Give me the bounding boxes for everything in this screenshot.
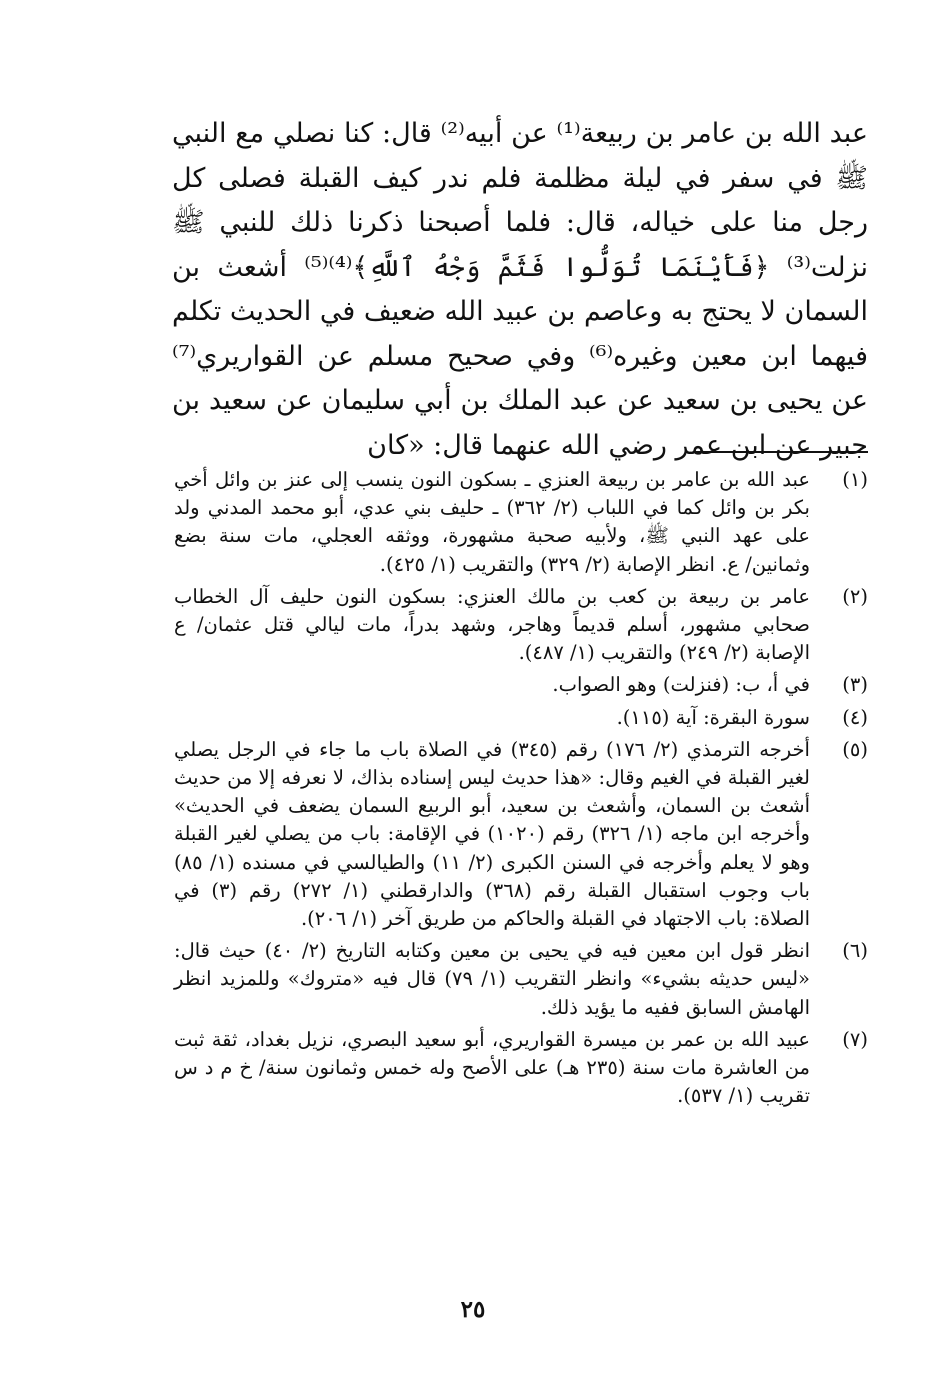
footnote-text: عبد الله بن عامر بن ربيعة العنزي ـ بسكون النون ينسب إلى عنز بن وائل أخي بكر بن وائل كما في اللباب (٢/ ٣٦٢) ـ حليف بني عدي، أبو محمد المدني ولد على عهد النبي ﷺ، ولأبيه صحبة مشهورة، ووثقه العجلي، مات سنة بضع وثمانين/ ع. انظر الإصابة (٢/ ٣٢٩) والتقريب (١/ ٤٢٥). <box>174 468 810 576</box>
footnotes <box>174 466 868 1114</box>
footnote-text: انظر قول ابن معين فيه في يحيى بن معين وكتابه التاريخ (٢/ ٤٠) حيث قال: «ليس حديثه بشيء» وانظر التقريب (١/ ٧٩) قال فيه «متروك» وللمزيد انظر الهامش السابق ففيه ما يؤيد ذلك. <box>174 939 810 1019</box>
footnote-number: (٧) <box>842 1027 868 1051</box>
footnote-text: سورة البقرة: آية (١١٥). <box>616 705 810 729</box>
footnote-5 <box>174 736 868 933</box>
footnote-1 <box>174 466 868 579</box>
footnote-text: عبيد الله بن عمر بن ميسرة القواريري، أبو سعيد البصري، نزيل بغداد، ثقة ثبت من العاشرة مات سنة (٢٣٥ هـ) على الأصح وله خمس وثمانون سنة/ خ م د س تقريب (١/ ٥٣٧). <box>174 1027 811 1108</box>
page-number: ٢٥ <box>460 1296 486 1323</box>
footnote-text: في أ، ب: (فنزلت) وهو الصواب. <box>552 673 810 697</box>
footnote-number: (٤) <box>842 705 868 729</box>
footnote-number: (٥) <box>842 737 868 761</box>
footnote-number: (٣) <box>842 673 868 697</box>
footnote-2 <box>174 583 868 668</box>
footnote-number: (٦) <box>842 939 868 963</box>
footnote-text: عامر بن ربيعة بن كعب بن مالك العنزي: بسكون النون حليف آل الخطاب صحابي مشهور، أسلم قديماً وهاجر، وشهد بدراً، مات ليالي قتل عثمان/ ع الإصابة (٢/ ٢٤٩) والتقريب (١/ ٤٨٧). <box>174 584 810 665</box>
footnote-separator <box>693 451 868 453</box>
footnote-4 <box>174 704 868 732</box>
footnote-6 <box>174 937 868 1022</box>
footnote-3 <box>174 671 868 699</box>
footnote-text: أخرجه الترمذي (٢/ ١٧٦) رقم (٣٤٥) في الصلاة باب ما جاء في الرجل يصلي لغير القبلة في الغيم وقال: «هذا حديث ليس إسناده بذاك، لا نعرفه إلا من حديث أشعث بن السمان، وأشعث بن سعيد، أبو الربيع السمان يضعف في الحديث» وأخرجه ابن ماجه (١/ ٣٢٦) رقم (١٠٢٠) في الإقامة: باب من يصلي لغير القبلة وهو لا يعلم وأخرجه في السنن الكبرى (٢/ ١١) والطيالسي في مسنده (١/ ٨٥) باب وجوب استقبال القبلة رقم (٣٦٨) والدارقطني (١/ ٢٧٢) رقم (٣) في الصلاة: باب الاجتهاد في القبلة والحاكم من طريق آخر (١/ ٢٠٦). <box>174 737 810 931</box>
main-text: عبد الله بن عامر بن ربيعة⁽¹⁾ عن أبيه⁽²⁾ قال: كنا نصلي مع النبي ﷺ في سفر في ليلة مظلمة فلم ندر كيف القبلة فصلى كل رجل منا على خياله، قال: فلما أصبحنا ذكرنا ذلك للنبي ﷺ نزلت⁽³⁾ ﴿فَأَيْنَمَا تُوَلُّوا فَثَمَّ وَجْهُ ٱللَّهِ﴾⁽⁴⁾⁽⁵⁾ أشعث بن السمان لا يحتج به وعاصم بن عبيد الله ضعيف في الحديث تكلم فيهما ابن معين وغيره⁽⁶⁾ وفي صحيح مسلم عن القواريري⁽⁷⁾ عن يحيى بن سعيد عن عبد الملك بن أبي سليمان عن سعيد بن جبير عن ابن عمر رضي الله عنهما قال: «كان <box>171 118 869 461</box>
footnote-number: (٢) <box>842 584 868 608</box>
footnote-number: (١) <box>842 468 868 491</box>
footnote-7 <box>174 1026 868 1111</box>
